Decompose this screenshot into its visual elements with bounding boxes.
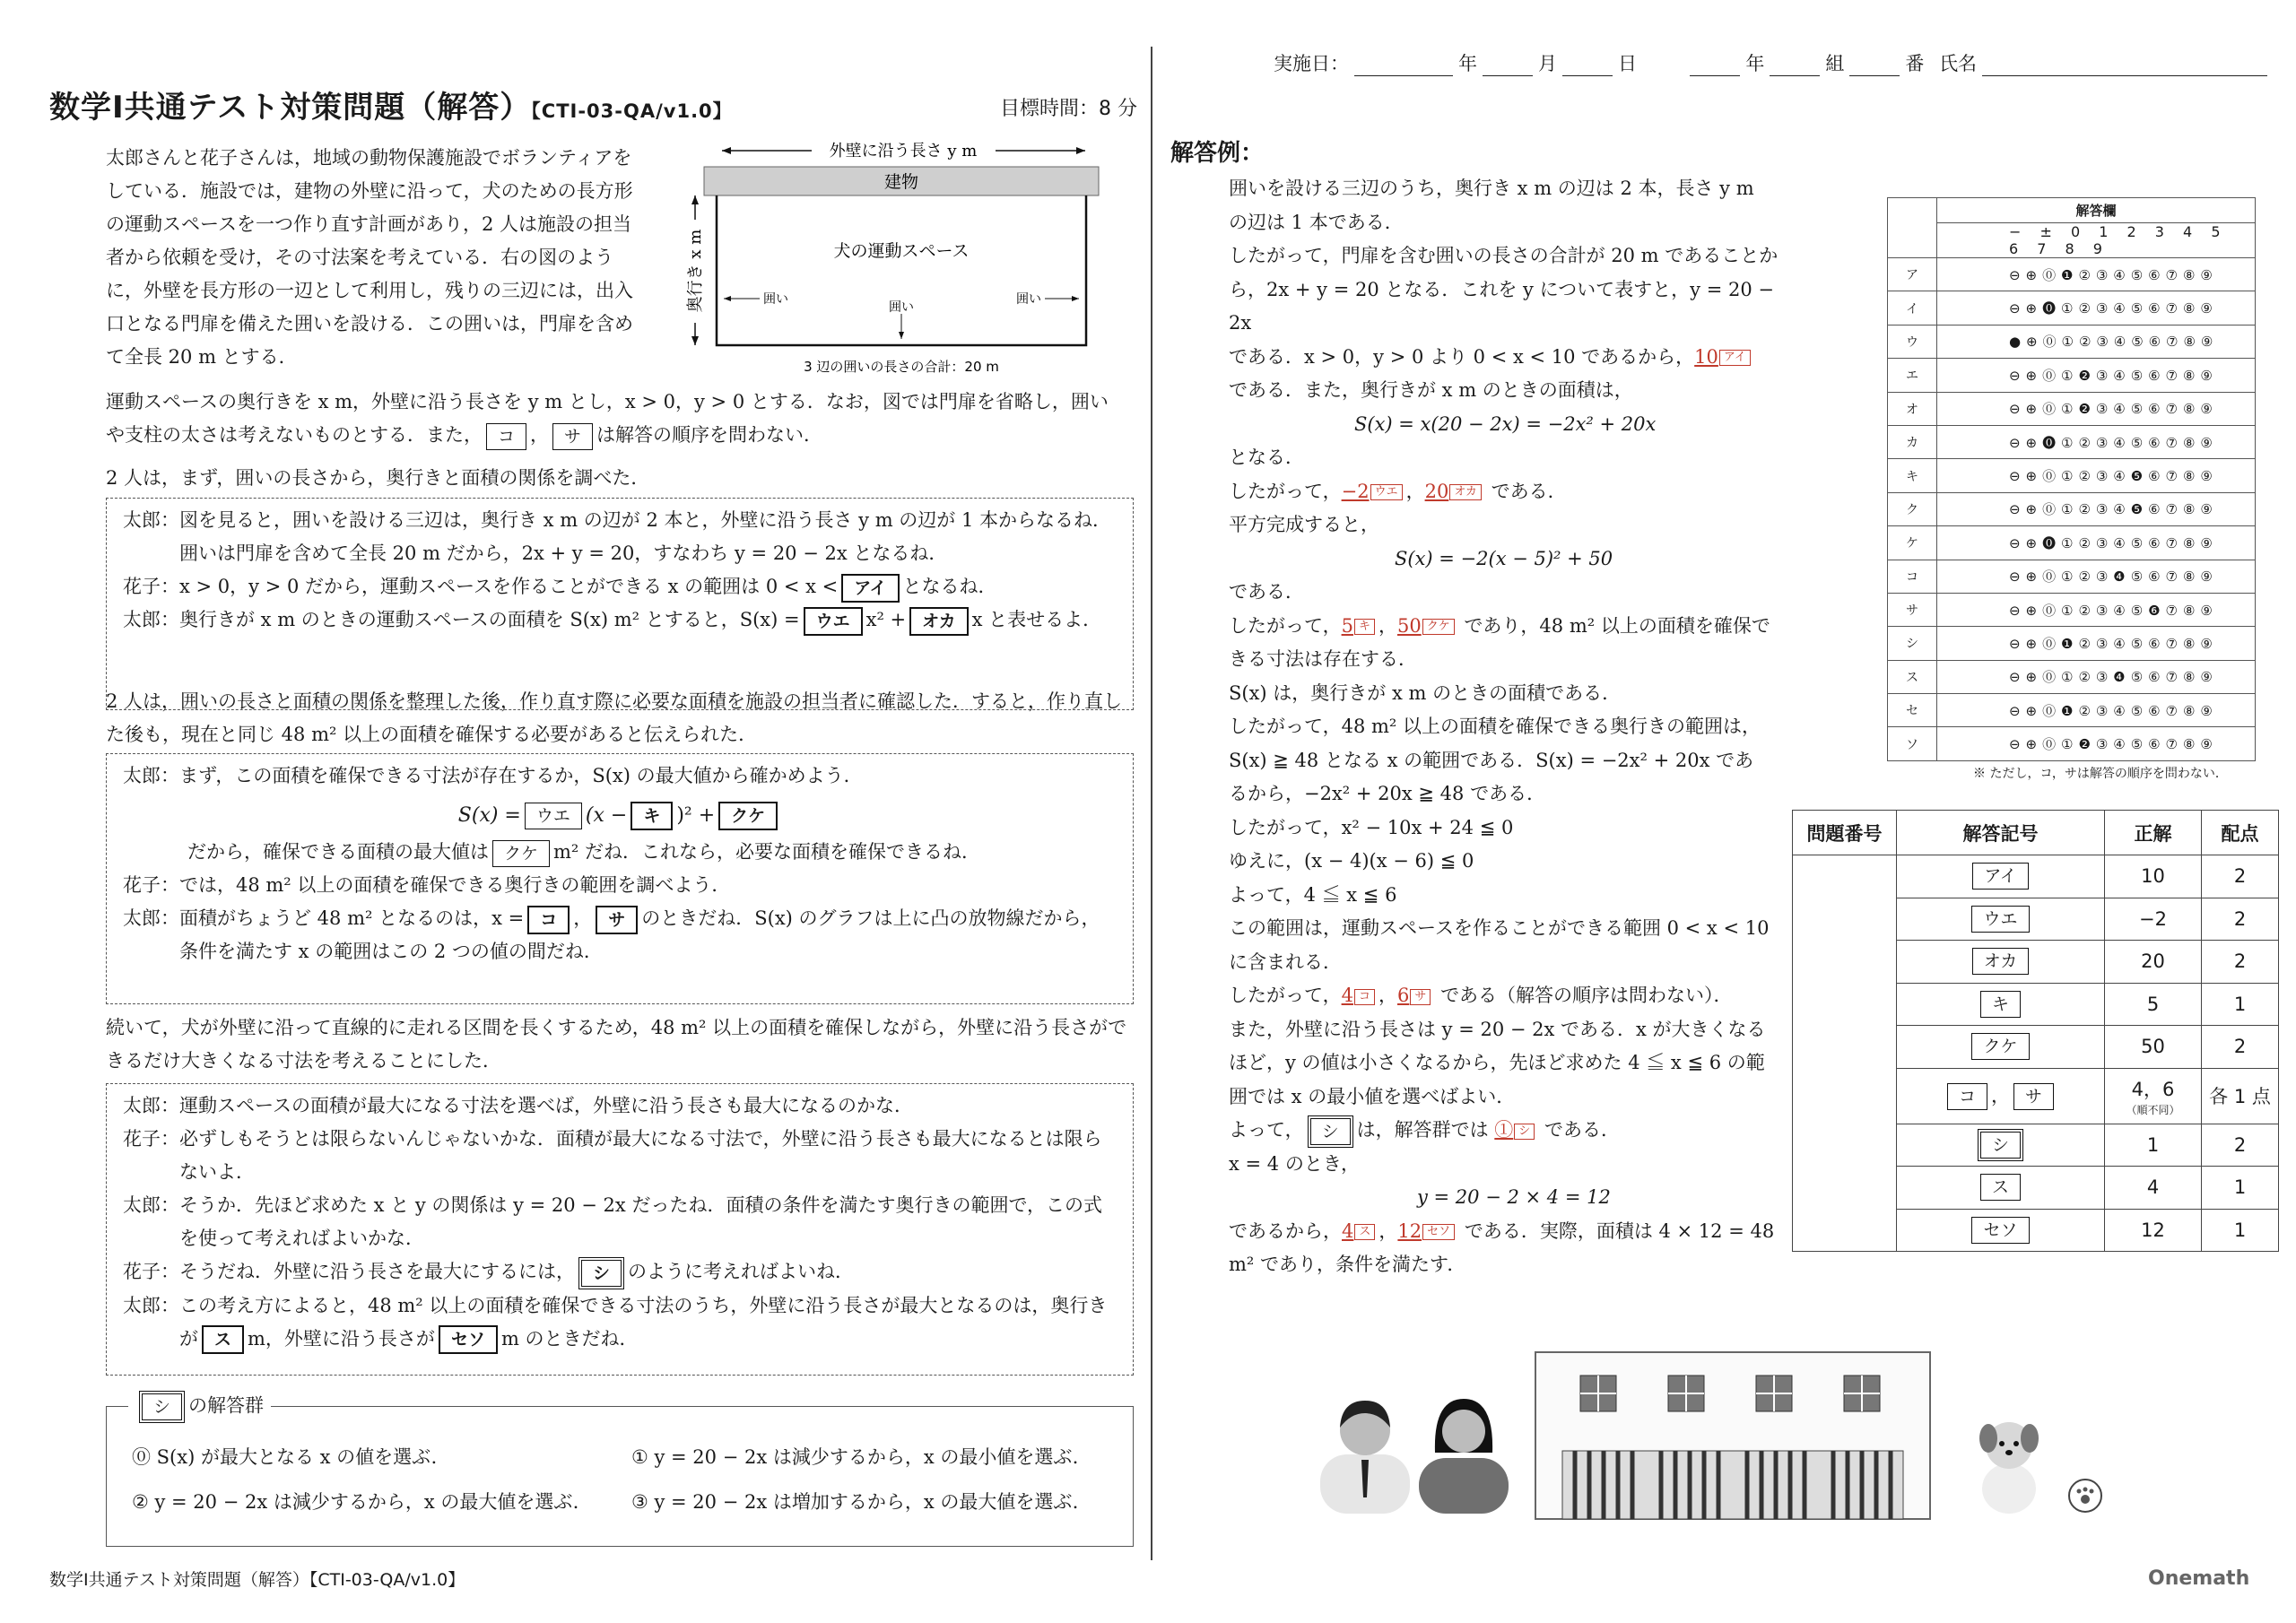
paw-icon: [2069, 1480, 2101, 1512]
mark-row: オ ⊖ ⊕ ⓪ ① ❷ ③ ④ ⑤ ⑥ ⑦ ⑧ ⑨: [1888, 392, 2256, 425]
depth-label: 奥行き x m: [686, 229, 705, 313]
fence-mid-label: 囲い: [889, 300, 914, 315]
mark-row: ソ ⊖ ⊕ ⓪ ① ❷ ③ ④ ⑤ ⑥ ⑦ ⑧ ⑨: [1888, 727, 2256, 760]
option-3: ③ y = 20 − 2x は増加するから，x の最大値を選ぶ．: [631, 1491, 1091, 1513]
mark-row: イ ⊖ ⊕ ⓿ ① ② ③ ④ ⑤ ⑥ ⑦ ⑧ ⑨: [1888, 291, 2256, 325]
solution-text: 囲いを設ける三辺のうち，奥行き x m の辺は 2 本，長さ y m の辺は 1 本である． したがって，門扉を含む囲いの長さの合計が 20 m であることか ら，2x + y = 20 となる．これを y について表すと，y = 20 − 2x である．x > 0，y > 0 より 0 < x < 10 であるから，10 アイ である．また，奥行きが x m のときの面積は， S(x) = x(20 − 2x) = −2x² + 20x となる． したがって，−2 ウエ ，20 オカ である． 平方完成すると， S(x) = −2(x − 5)² + 50 である． したがって，5 キ ，50 クケ であり，48 m² 以上の面積を確保で きる寸法は存在する． S(x) は，奥行きが x m のときの面積である． したがって，48 m² 以上の面積を確保できる奥行きの範囲は， S(x) ≧ 48 となる x の範囲である．S(x) = −2x² + 20x であ るから，−2x² + 20x ≧ 48 である． したがって，x² − 10x + 24 ≦ 0 ゆえに，(x − 4)(x − 6) ≦ 0 よって，4 ≦ x ≦ 6 この範囲は，運動スペースを作ることができる範囲 0 < x < 10 に含まれる． したがって，4 コ ，6 サ である（解答の順序は問わない）． また，外壁に沿う長さは y = 20 − 2x である．x が大きくなる ほど，y の値は小さくなるから，先ほど求めた 4 ≦ x ≦ 6 の範 囲では x の最小値を選べばよい． よって， シ は，解答群では ① シ である． x = 4 のとき， y = 20 − 2 × 4 = 12 であるから，4 ス ，12 セソ である．実際，面積は 4 × 12 = 48 m² であり，条件を満たす．: [1229, 178, 1779, 1275]
option-1: ① y = 20 − 2x は減少するから，x の最小値を選ぶ．: [631, 1446, 1091, 1468]
target-time: 目標時間：8 分: [1000, 98, 1137, 120]
answer-row: アイ 10 2: [1793, 855, 2279, 898]
girl-icon: [1419, 1399, 1509, 1514]
mark-row: カ ⊖ ⊕ ⓿ ① ② ③ ④ ⑤ ⑥ ⑦ ⑧ ⑨: [1888, 425, 2256, 458]
mark-row: セ ⊖ ⊕ ⓪ ❶ ② ③ ④ ⑤ ⑥ ⑦ ⑧ ⑨: [1888, 694, 2256, 727]
answer-row: ウエ −2 2: [1793, 898, 2279, 941]
dialogue-box-2: 太郎： まず，この面積を確保できる寸法が存在するか，S(x) の最大値から確かめよう． S(x) = ウエ (x − キ )² + クケ だから，確保できる面積の最大値は クケ m² だね．これなら，必要な面積を確保できるね． 花子： では，48 m² 以上の面積を確保できる奥行きの範囲を調べよう． 太郎： 面積がちょうど 48 m² となるのは，x = コ ， サ のときだね．S(x) のグラフは上に凸の放物線だから，条件を満たす x の範囲はこの 2 つの値の間だね．: [106, 753, 1134, 1004]
problem-paragraph-2: 運動スペースの奥行きを x m，外壁に沿う長さを y m とし，x > 0，y > 0 とする．なお，図では門扉を省略し，囲い や支柱の太さは考えないものとする．また， コ ， サ は解答の順序を問わない．: [106, 386, 1137, 452]
dog-icon: [1979, 1422, 2039, 1514]
answer-row: キ 5 1: [1793, 983, 2279, 1026]
answer-box-ai: アイ: [841, 574, 899, 603]
answer-row: クケ 50 2: [1793, 1026, 2279, 1069]
fence-left-label: 囲い: [763, 292, 788, 307]
building-label: 建物: [883, 172, 919, 192]
answer-row: シ 1 2: [1793, 1124, 2279, 1167]
mark-row: キ ⊖ ⊕ ⓪ ① ② ③ ④ ❺ ⑥ ⑦ ⑧ ⑨: [1888, 459, 2256, 492]
answer-box-oka: オカ: [909, 607, 968, 636]
option-2: ② y = 20 − 2x は減少するから，x の最大値を選ぶ．: [132, 1491, 592, 1513]
mark-row: ク ⊖ ⊕ ⓪ ① ② ③ ④ ❺ ⑥ ⑦ ⑧ ⑨: [1888, 492, 2256, 525]
decorative-illustration: [1309, 1345, 2117, 1524]
mark-row: ウ ● ⊕ ⓪ ① ② ③ ④ ⑤ ⑥ ⑦ ⑧ ⑨: [1888, 325, 2256, 358]
answer-group-shi: シ の解答群 ⓪ S(x) が最大となる x の値を選ぶ． ① y = 20 − 2x は減少するから，x の最小値を選ぶ． ② y = 20 − 2x は減少するから，x の最大値を選ぶ． ③ y = 20 − 2x は増加するから，x の最大値を選ぶ．: [106, 1406, 1134, 1547]
dialogue-box-1: 太郎： 図を見ると，囲いを設ける三辺は，奥行き x m の辺が 2 本と，外壁に沿う長さ y m の辺が 1 本からなるね．囲いは門扉を含めて全長 20 m だから，2x + y = 20，すなわち y = 20 − 2x となるね． 花子： x > 0，y > 0 だから，運動スペースを作ることができる x の範囲は 0 < x < アイ となるね． 太郎： 奥行きが x m のときの運動スペースの面積を S(x) m² とすると，S(x) = ウエ x² + オカ x と表せるよ．: [106, 498, 1134, 710]
mark-sheet: 解答欄 − ± 0 1 2 3 4 5 6 7 8 9 ア ⊖ ⊕ ⓪ ❶ ② ③ ④ ⑤ ⑥ ⑦ ⑧ ⑨ イ ⊖ ⊕ ⓿ ① ② ③ ④ ⑤ ⑥ ⑦ ⑧ ⑨ ウ ● ⊕ ⓪ ① ② ③ ④ ⑤ ⑥ ⑦ ⑧ ⑨ エ ⊖ ⊕ ⓪ ① ❷ ③ ④ ⑤ ⑥ ⑦ ⑧ ⑨ オ ⊖ ⊕ ⓪ ① ❷ ③ ④ ⑤ ⑥ ⑦ ⑧ ⑨ カ ⊖ ⊕ ⓿ ① ② ③ ④ ⑤ ⑥ ⑦ ⑧ ⑨ キ ⊖ ⊕ ⓪ ① ② ③ ④ ❺ ⑥ ⑦ ⑧ ⑨ ク ⊖ ⊕ ⓪ ① ② ③ ④ ❺ ⑥ ⑦ ⑧ ⑨ ケ ⊖ ⊕ ⓿ ① ② ③ ④ ⑤ ⑥ ⑦ ⑧ ⑨ コ ⊖ ⊕ ⓪ ① ② ③ ❹ ⑤ ⑥ ⑦ ⑧ ⑨ サ ⊖ ⊕ ⓪ ① ② ③ ④ ⑤ ❻ ⑦ ⑧ ⑨ シ ⊖ ⊕ ⓪ ❶ ② ③ ④ ⑤ ⑥ ⑦ ⑧ ⑨ ス ⊖ ⊕ ⓪ ① ② ③ ❹ ⑤ ⑥ ⑦ ⑧ ⑨ セ ⊖ ⊕ ⓪ ❶ ② ③ ④ ⑤ ⑥ ⑦ ⑧ ⑨ ソ ⊖ ⊕ ⓪ ① ❷ ③ ④ ⑤ ⑥ ⑦ ⑧ ⑨: [1887, 197, 2256, 761]
mark-row: ア ⊖ ⊕ ⓪ ❶ ② ③ ④ ⑤ ⑥ ⑦ ⑧ ⑨: [1888, 258, 2256, 291]
figure-top-label: 外壁に沿う長さ y m: [829, 142, 978, 161]
intro-paragraph: 太郎さんと花子さんは，地域の動物保護施設でボランティアをしている．施設では，建物の外壁に沿って，犬のための長方形の運動スペースを一つ作り直す計画があり，2 人は施設の担当者から依頼を受け，その寸法案を考えている．右の図のように，外壁を長方形の一辺として利用し，残りの三辺には，出入口となる門扉を備えた囲いを設ける．この囲いは，門扉を含めて全長 20 m とする．: [106, 147, 633, 368]
option-0: ⓪ S(x) が最大となる x の値を選ぶ．: [132, 1446, 450, 1468]
problem-paragraph-4: 2 人は，囲いの長さと面積の関係を整理した後，作り直す際に必要な面積を施設の担当者に確認した．すると，作り直した後も，現在と同じ 48 m² 以上の面積を確保する必要があると伝えられた．: [106, 690, 1123, 745]
problem-paragraph-5: 続いて，犬が外壁に沿って直線的に走れる区間を長くするため，48 m² 以上の面積を確保しながら，外壁に沿う長さができるだけ大きくなる寸法を考えることにした．: [106, 1017, 1127, 1072]
mark-row: コ ⊖ ⊕ ⓪ ① ② ③ ❹ ⑤ ⑥ ⑦ ⑧ ⑨: [1888, 560, 2256, 593]
figure-caption: 3 辺の囲いの長さの合計：20 m: [804, 359, 999, 375]
answer-table: 問題番号 解答記号 正解 配点 アイ 10 2 ウエ −2 2 オカ 20 2 キ 5 1 クケ 50 2 コ ， サ 4，6 （順不同） 各 1 点 シ 1 2 ス 4 1 セソ 12 1: [1792, 810, 2279, 1252]
mark-row: ケ ⊖ ⊕ ⓿ ① ② ③ ④ ⑤ ⑥ ⑦ ⑧ ⑨: [1888, 526, 2256, 560]
answer-row: コ ， サ 4，6 （順不同） 各 1 点: [1793, 1068, 2279, 1124]
page-title: 数学Ⅰ共通テスト対策問題（解答）【CTI-03-QA/v1.0】: [49, 90, 733, 126]
mark-sheet-note: ※ ただし，コ，サは解答の順序を問わない．: [1973, 767, 2228, 781]
example-title: 解答例：: [1170, 140, 1265, 167]
building-icon: [1535, 1352, 1930, 1519]
dialogue-box-3: 太郎： 運動スペースの面積が最大になる寸法を選べば，外壁に沿う長さも最大になるのかな． 花子： 必ずしもそうとは限らないんじゃないかな．面積が最大になる寸法で，外壁に沿う長さも最大になるとは限らないよ． 太郎： そうか．先ほど求めた x と y の関係は y = 20 − 2x だったね．面積の条件を満たす奥行きの範囲で，この式を使って考えればよいかな． 花子： そうだね．外壁に沿う長さを最大にするには， シ のように考えればよいね． 太郎： この考え方によると，48 m² 以上の面積を確保できる寸法のうち，外壁に沿う長さが最大となるのは，奥行きが ス m，外壁に沿う長さが セソ m のときだね．: [106, 1083, 1134, 1376]
problem-paragraph-3: 2 人は，まず，囲いの長さから，奥行きと面積の関係を調べた．: [106, 467, 650, 489]
answer-row: セソ 12 1: [1793, 1209, 2279, 1252]
footer-text: 数学Ⅰ共通テスト対策問題（解答）【CTI-03-QA/v1.0】: [49, 1570, 465, 1590]
enclosure-figure: [677, 135, 1108, 386]
mark-row: サ ⊖ ⊕ ⓪ ① ② ③ ④ ⑤ ❻ ⑦ ⑧ ⑨: [1888, 593, 2256, 626]
mark-row: ス ⊖ ⊕ ⓪ ① ② ③ ❹ ⑤ ⑥ ⑦ ⑧ ⑨: [1888, 660, 2256, 693]
fence-right-label: 囲い: [1016, 292, 1041, 307]
date-name-line: 実施日： 年 月 日 年 組 番 氏名: [1274, 49, 2273, 76]
answer-box-ue: ウエ: [804, 607, 863, 636]
answer-row: オカ 20 2: [1793, 941, 2279, 984]
answer-row: ス 4 1: [1793, 1167, 2279, 1210]
mark-row: シ ⊖ ⊕ ⓪ ❶ ② ③ ④ ⑤ ⑥ ⑦ ⑧ ⑨: [1888, 627, 2256, 660]
boy-icon: [1320, 1401, 1410, 1514]
column-divider: [1151, 47, 1152, 1560]
mark-row: エ ⊖ ⊕ ⓪ ① ❷ ③ ④ ⑤ ⑥ ⑦ ⑧ ⑨: [1888, 359, 2256, 392]
brand-logo: Onemath: [2148, 1567, 2250, 1590]
space-label: 犬の運動スペース: [833, 241, 970, 261]
